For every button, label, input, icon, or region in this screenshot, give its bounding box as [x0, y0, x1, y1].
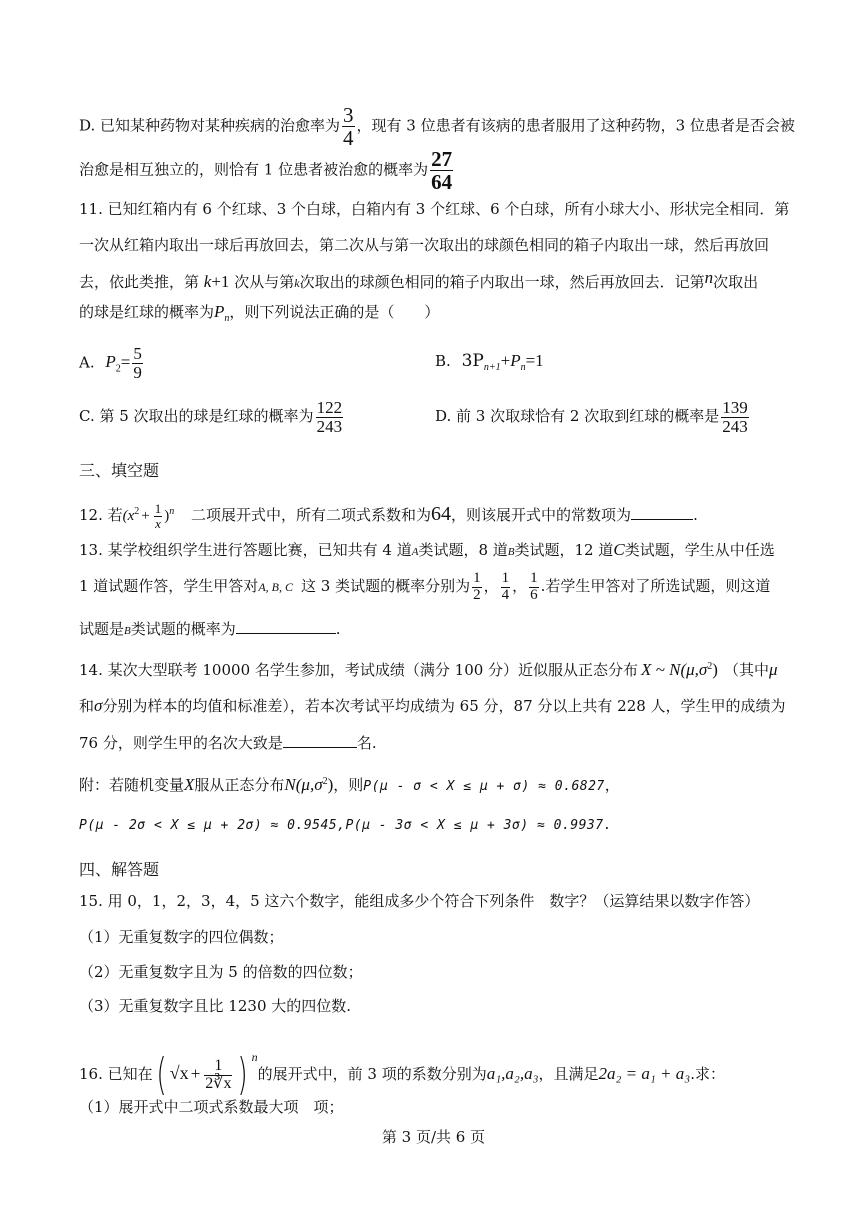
q10d-fraction-cure-rate: $\frac{3}{4}$ — [343, 103, 354, 151]
q16-fraction: $\frac{1}{2∛x}$ — [205, 1056, 232, 1092]
q13-prob-a: $\frac{1}{2}$ — [473, 569, 481, 603]
q11-option-c — [79, 396, 345, 436]
q11-text-3b: 次从与第 — [234, 273, 295, 291]
q11-text-3a: 去，依此类推，第 — [79, 273, 200, 291]
option-d-fraction: $\frac{139}{243}$ — [722, 397, 748, 436]
q13-line3: 试题是B类试题的概率为 . — [79, 620, 341, 638]
q11-var-n: n — [704, 268, 714, 287]
q11-line4: 的球是红球的概率为$P_n$，则下列说法正确的是（ ） — [79, 302, 440, 324]
q12-value: 64 — [431, 503, 452, 525]
section-4-heading: 四、解答题 — [79, 860, 160, 879]
q16-sqrt-x: √x — [169, 1063, 189, 1083]
q11-text-3d: 次取出 — [713, 273, 759, 291]
q12-text-c: ，则该展开式中的常数项为 — [451, 506, 632, 524]
q11-option-a: A. $P_2=$ $\frac{5}{9}$ — [79, 344, 142, 382]
q11-option-d — [435, 396, 751, 436]
q11-text-1: 11. 已知红箱内有 6 个红球、3 个白球，白箱内有 3 个红球、6 个白球，所有小球大小、形状完全相同．第 — [79, 200, 790, 218]
q15-sub1: （1）无重复数字的四位偶数； — [79, 928, 284, 946]
q11-line2 — [79, 235, 769, 255]
q14-note-line1: 附：若随机变量X服从正态分布$N(\mu,\sigma^2)$，则P(μ - σ < X ≤ μ + σ) ≈ 0.6827， — [79, 775, 620, 794]
q12-answer-blank — [631, 504, 693, 520]
q11-var-k: k — [203, 272, 212, 291]
q12-text-b: 二项展开式中，所有二项式系数和为 — [191, 506, 432, 524]
q14-line2: 和σ分别为样本的均值和标准差），若本次考试平均成绩为 65 分，87 分以上共有 228 人，学生甲的成绩为 — [79, 696, 786, 715]
q12-line: 12. 若($x^2$ + $\frac{1}{x}$ )$^n$ 二项展开式中，所有二项式系数和为64，则该展开式中的常数项为 . — [79, 500, 698, 531]
q10d-line2 — [79, 148, 455, 193]
q13-line2: 1 道试题作答，学生甲答对A, B, C 这 3 类试题的概率分别为 $\frac{1}{2}$ ， $\frac{1}{4}$ ， $\frac{1}{6}$ .若学生甲答对了所选试题，则这道 — [79, 569, 771, 603]
q11-var-Pn: P — [214, 302, 225, 321]
q14-note-line2 — [79, 814, 612, 836]
q14-line3: 76 分，则学生甲的名次大致是 名. — [79, 734, 377, 752]
q11-text-4a: 的球是红球的概率为 — [79, 303, 215, 321]
q10d-line1 — [79, 104, 795, 149]
q14-answer-blank — [283, 732, 357, 748]
q12-text-a: 12. 若 — [79, 506, 123, 524]
q13-line1: 13. 某学校组织学生进行答题比赛，已知共有 4 道A类试题，8 道B类试题，12 道C类试题，学生从中任选 — [79, 540, 775, 559]
q14-formula-1: P(μ - σ < X ≤ μ + σ) ≈ 0.6827 — [363, 779, 605, 794]
q11-text-2: 一次从红箱内取出一球后再放回去，第二次从与第一次取出的球颜色相同的箱子内取出一球，然后再放回 — [79, 236, 770, 254]
q14-line1: 14. 某次大型联考 10000 名学生参加，考试成绩（满分 100 分）近似服从正态分布 X ~ $N(\mu,\sigma^2)$ （其中μ — [79, 660, 778, 679]
q11-var-k2: k — [294, 276, 300, 290]
q11-line1 — [79, 199, 789, 219]
q15-line1: 15. 用 0，1，2，3，4，5 这六个数字，能组成多少个符合下列条件 数字？（运算结果以数字作答） — [79, 892, 760, 910]
q13-prob-b: $\frac{1}{4}$ — [501, 569, 510, 603]
q10d-text-c: 治愈是相互独立的，则恰有 1 位患者被治愈的概率为 — [79, 160, 429, 179]
q11-option-b: B. $3P_{n+1}+P_n=1$ — [435, 351, 544, 373]
q11-line3 — [79, 268, 758, 293]
q16-line1: 16. 已知在( √x + $\frac{1}{2∛x}$ ) $^n$的展开式中，前 3 项的系数分别为a₁,a₂,a₃，且满足2a₂ = a₁ + a₃.求： — [79, 1049, 725, 1100]
q16-sub1: （1）展开式中二项式系数最大项 项； — [79, 1098, 344, 1116]
option-a-label: A. — [79, 353, 95, 372]
option-c-fraction: $\frac{122}{243}$ — [316, 397, 343, 436]
q16-coefficients: a₁,a₂,a₃ — [486, 1064, 539, 1083]
q13-answer-blank — [236, 618, 336, 634]
option-c-text: C. 第 5 次取出的球是红球的概率为 — [79, 407, 314, 425]
q10d-text-b: ，现有 3 位患者有该病的患者服用了这种药物，3 位患者是否会被 — [356, 116, 795, 135]
q15-sub2: （2）无重复数字且为 5 的倍数的四位数； — [79, 963, 363, 981]
q11-plus-one: +1 — [211, 272, 230, 291]
option-d-text: D. 前 3 次取球恰有 2 次取到红球的概率是 — [435, 407, 720, 425]
page-footer: 第 3 页/共 6 页 — [381, 1128, 486, 1146]
option-a-fraction: $\frac{5}{9}$ — [133, 344, 142, 382]
q11-text-3c: 次取出的球颜色相同的箱子内取出一球，然后再放回去．记第 — [299, 273, 705, 291]
q11-text-4b: ，则下列说法正确的是（ ） — [229, 303, 440, 321]
q10d-fraction-answer: $\frac{27}{64}$ — [431, 147, 453, 195]
option-b-label: B. — [435, 352, 451, 370]
q16-condition: 2a₂ = a₁ + a₃ — [598, 1064, 691, 1083]
q14-formula-2: P(μ - 2σ < X ≤ μ + 2σ) ≈ 0.9545,P(μ - 3σ < X ≤ μ + 3σ) ≈ 0.9937. — [79, 818, 612, 833]
q12-fraction: $\frac{1}{x}$ — [154, 500, 162, 531]
q10d-text-a: D. 已知某种药物对某种疾病的治愈率为 — [79, 116, 341, 135]
q15-sub3: （3）无重复数字且比 1230 大的四位数. — [79, 997, 352, 1015]
section-3-heading: 三、填空题 — [79, 461, 160, 480]
q13-prob-c: $\frac{1}{6}$ — [530, 569, 538, 603]
